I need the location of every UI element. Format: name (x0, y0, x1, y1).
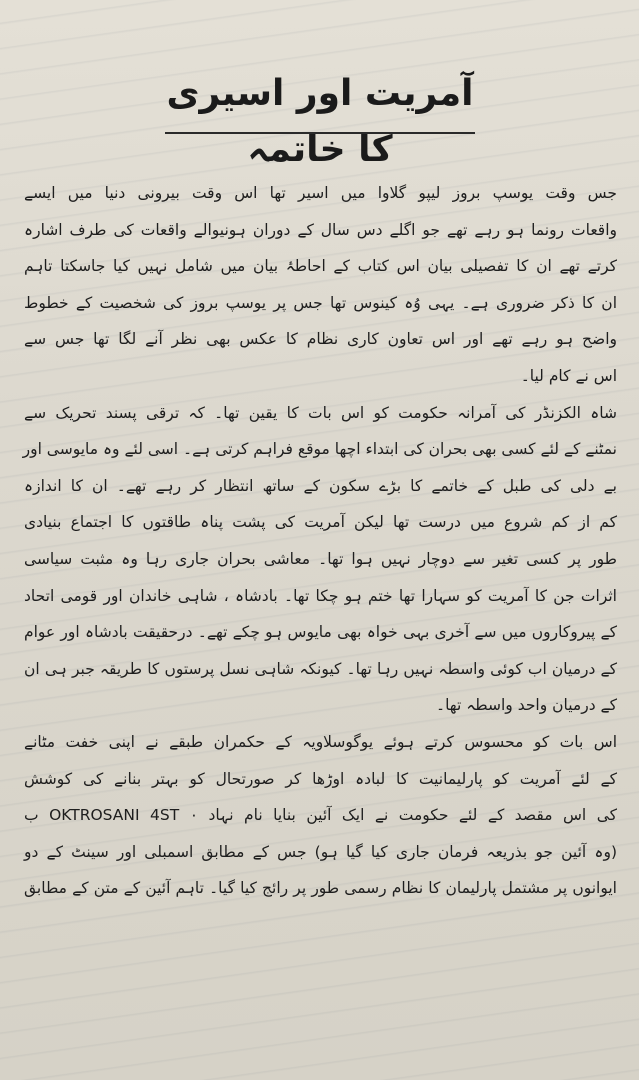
text-line: کے پیروکاروں میں سے آخری بہی خواہ بھی مایوس ہو چکے تھے۔ درحقیقت بادشاہ اور عوام (24, 623, 617, 642)
text-line: کے درمیان اب کوئی واسطہ نہیں رہا تھا۔ کیونکہ شاہی نسل پرستوں کا طریقہ جبر ہی ان (24, 659, 617, 678)
text-line: کی اس مقصد کے لئے حکومت نے ایک آئین بنایا نام نہاد OKTROSANI 4ST ۰ ب (24, 806, 617, 825)
text-line: اثرات جن کا آمریت کو سہارا تھا ختم ہو چکا تھا۔ بادشاہ ، شاہی خاندان اور قومی اتحاد (24, 586, 617, 605)
text-line: ان کا ذکر ضروری ہے۔ یہی وُہ کینوس تھا جس پر یوسپ بروز کی شخصیت کے خطوط (24, 293, 617, 312)
text-line: واضح ہو رہے تھے اور اس تعاون کاری نظام کا عکس بھی نظر آنے لگا تھا جس سے (24, 330, 617, 349)
chapter-title: آمریت اور اسیری کا خاتمہ (166, 73, 474, 170)
text-line: کے درمیان واحد واسطہ تھا۔ (436, 696, 617, 715)
text-line: اس نے کام لیا۔ (520, 366, 617, 385)
paragraph-3 (24, 724, 617, 907)
text-line: کرتے تھے ان کا تفصیلی بیان اس کتاب کے احاطۂ بیان میں شامل نہیں کیا جاسکتا تاہم (24, 257, 617, 276)
chapter-body (24, 175, 617, 907)
text-line: واقعات رونما ہو رہے تھے جو اگلے دس سال کے دوران ہونیوالے واقعات کی طرف اشارہ (24, 220, 617, 239)
text-line: اس بات کو محسوس کرتے ہوئے یوگوسلاویہ کے حکمران طبقے نے اپنی خفت مٹانے (24, 732, 617, 751)
text-line: بے دلی کی طبل کے خاتمے کا بڑے سکون کے ساتھ انتظار کر رہے تھے۔ ان کا اندازہ (24, 476, 617, 495)
text-line: کے لئے آمریت کو پارلیمانیت کا لبادہ اوڑھا کر صورتحال کو بہتر بنانے کی کوشش (24, 769, 617, 788)
text-line: ایوانوں پر مشتمل پارلیمان کا نظام رسمی طور پر رائج کیا گیا۔ تاہم آئین کے متن کے مطابق (24, 879, 617, 898)
text-line: کم از کم شروع میں درست تھا لیکن آمریت کی پشت پناہ طاقتوں کا اجتماع بنیادی (24, 513, 617, 532)
paragraph-1 (24, 175, 617, 395)
text-line: طور پر کسی تغیر سے دوچار نہیں ہوا تھا۔ معاشی بحران جاری رہا وہ مثبت سیاسی (24, 549, 617, 568)
title-underline (165, 132, 475, 134)
paragraph-2 (24, 395, 617, 724)
text-line: نمٹنے کے لئے کسی بھی بحران کی ابتداء اچھا موقع فراہم کرتی ہے۔ اسی لئے وہ مایوسی اور (22, 440, 617, 459)
text-line: شاہ الکزنڈر کی آمرانہ حکومت کو اس بات کا یقین تھا۔ کہ ترقی پسند تحریک سے (24, 403, 617, 422)
text-line: (وہ آئین جو بذریعہ فرمان جاری کیا گیا ہو) جس کے مطابق اسمبلی اور سینٹ کے دو (24, 842, 617, 861)
text-line: جس وقت یوسپ بروز لیپو گلاوا میں اسیر تھا اس وقت بیرونی دنیا میں ایسے (24, 184, 617, 202)
